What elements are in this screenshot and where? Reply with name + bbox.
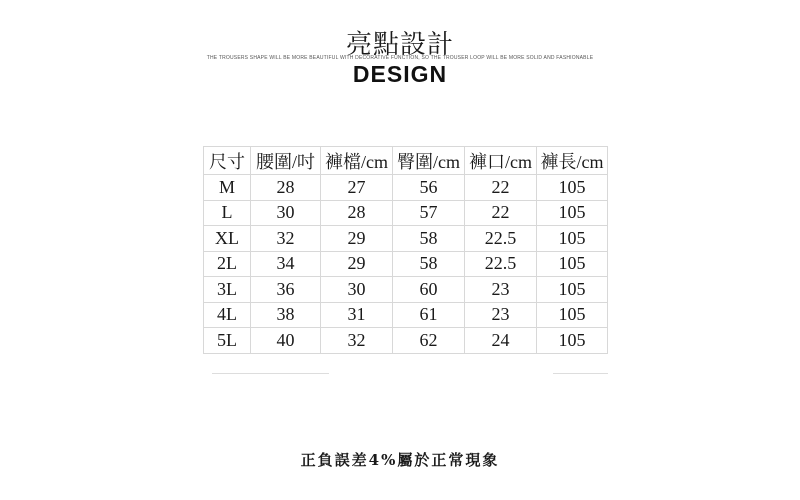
table-cell: 58 bbox=[393, 251, 465, 277]
table-cell: 105 bbox=[537, 175, 608, 201]
table-row bbox=[204, 175, 608, 201]
size-chart-table bbox=[203, 146, 608, 354]
table-cell: 105 bbox=[537, 200, 608, 226]
table-row bbox=[204, 226, 608, 252]
table-cell: 105 bbox=[537, 328, 608, 354]
header-cell-rise: 褲檔/cm bbox=[321, 147, 393, 175]
table-cell: 36 bbox=[251, 277, 321, 303]
table-header-row bbox=[204, 147, 608, 175]
divider-line-right bbox=[553, 373, 608, 374]
table-cell: 38 bbox=[251, 302, 321, 328]
table-cell: XL bbox=[204, 226, 251, 252]
table-cell: 3L bbox=[204, 277, 251, 303]
table-row bbox=[204, 251, 608, 277]
table-cell: 34 bbox=[251, 251, 321, 277]
table-cell: 23 bbox=[465, 302, 537, 328]
table-row bbox=[204, 302, 608, 328]
table-cell: 32 bbox=[251, 226, 321, 252]
table-cell: 28 bbox=[321, 200, 393, 226]
table-row bbox=[204, 200, 608, 226]
page-title-cn: 亮點設計 bbox=[345, 30, 454, 60]
header-cell-size: 尺寸 bbox=[204, 147, 251, 175]
table-row bbox=[204, 277, 608, 303]
table-row bbox=[204, 328, 608, 354]
page-subtitle: THE TROUSERS SHAPE WILL BE MORE BEAUTIFUL WITH DECORATIVE FUNCTION, SO THE TROUSER LOOP WILL BE MORE SOLID AND FASHIONABLE bbox=[206, 55, 594, 61]
table-cell: 57 bbox=[393, 200, 465, 226]
table-cell: 22.5 bbox=[465, 226, 537, 252]
table-cell: 30 bbox=[321, 277, 393, 303]
table-cell: L bbox=[204, 200, 251, 226]
table-cell: 23 bbox=[465, 277, 537, 303]
table-cell: 62 bbox=[393, 328, 465, 354]
table-cell: 105 bbox=[537, 277, 608, 303]
table-cell: 29 bbox=[321, 251, 393, 277]
table-cell: 27 bbox=[321, 175, 393, 201]
table-cell: 31 bbox=[321, 302, 393, 328]
table-cell: 56 bbox=[393, 175, 465, 201]
table-cell: 24 bbox=[465, 328, 537, 354]
table-cell: 105 bbox=[537, 251, 608, 277]
table-cell: 105 bbox=[537, 226, 608, 252]
table-cell: 22 bbox=[465, 200, 537, 226]
table-cell: 29 bbox=[321, 226, 393, 252]
tolerance-note: 正負誤差4%屬於正常現象 bbox=[300, 451, 500, 469]
table-cell: 28 bbox=[251, 175, 321, 201]
table-cell: 30 bbox=[251, 200, 321, 226]
table-cell: 61 bbox=[393, 302, 465, 328]
table-cell: 5L bbox=[204, 328, 251, 354]
table-cell: 2L bbox=[204, 251, 251, 277]
table-cell: 60 bbox=[393, 277, 465, 303]
header-cell-hem: 褲口/cm bbox=[465, 147, 537, 175]
table-cell: 105 bbox=[537, 302, 608, 328]
table-cell: 58 bbox=[393, 226, 465, 252]
table-cell: 32 bbox=[321, 328, 393, 354]
page-title-en: DESIGN bbox=[352, 61, 448, 87]
divider-line-left bbox=[212, 373, 329, 374]
table-cell: 22.5 bbox=[465, 251, 537, 277]
header-cell-hip: 臀圍/cm bbox=[393, 147, 465, 175]
header-cell-length: 褲長/cm bbox=[537, 147, 608, 175]
table-cell: 22 bbox=[465, 175, 537, 201]
table-cell: 4L bbox=[204, 302, 251, 328]
table-cell: 40 bbox=[251, 328, 321, 354]
header-cell-waist: 腰圍/吋 bbox=[251, 147, 321, 175]
table-cell: M bbox=[204, 175, 251, 201]
